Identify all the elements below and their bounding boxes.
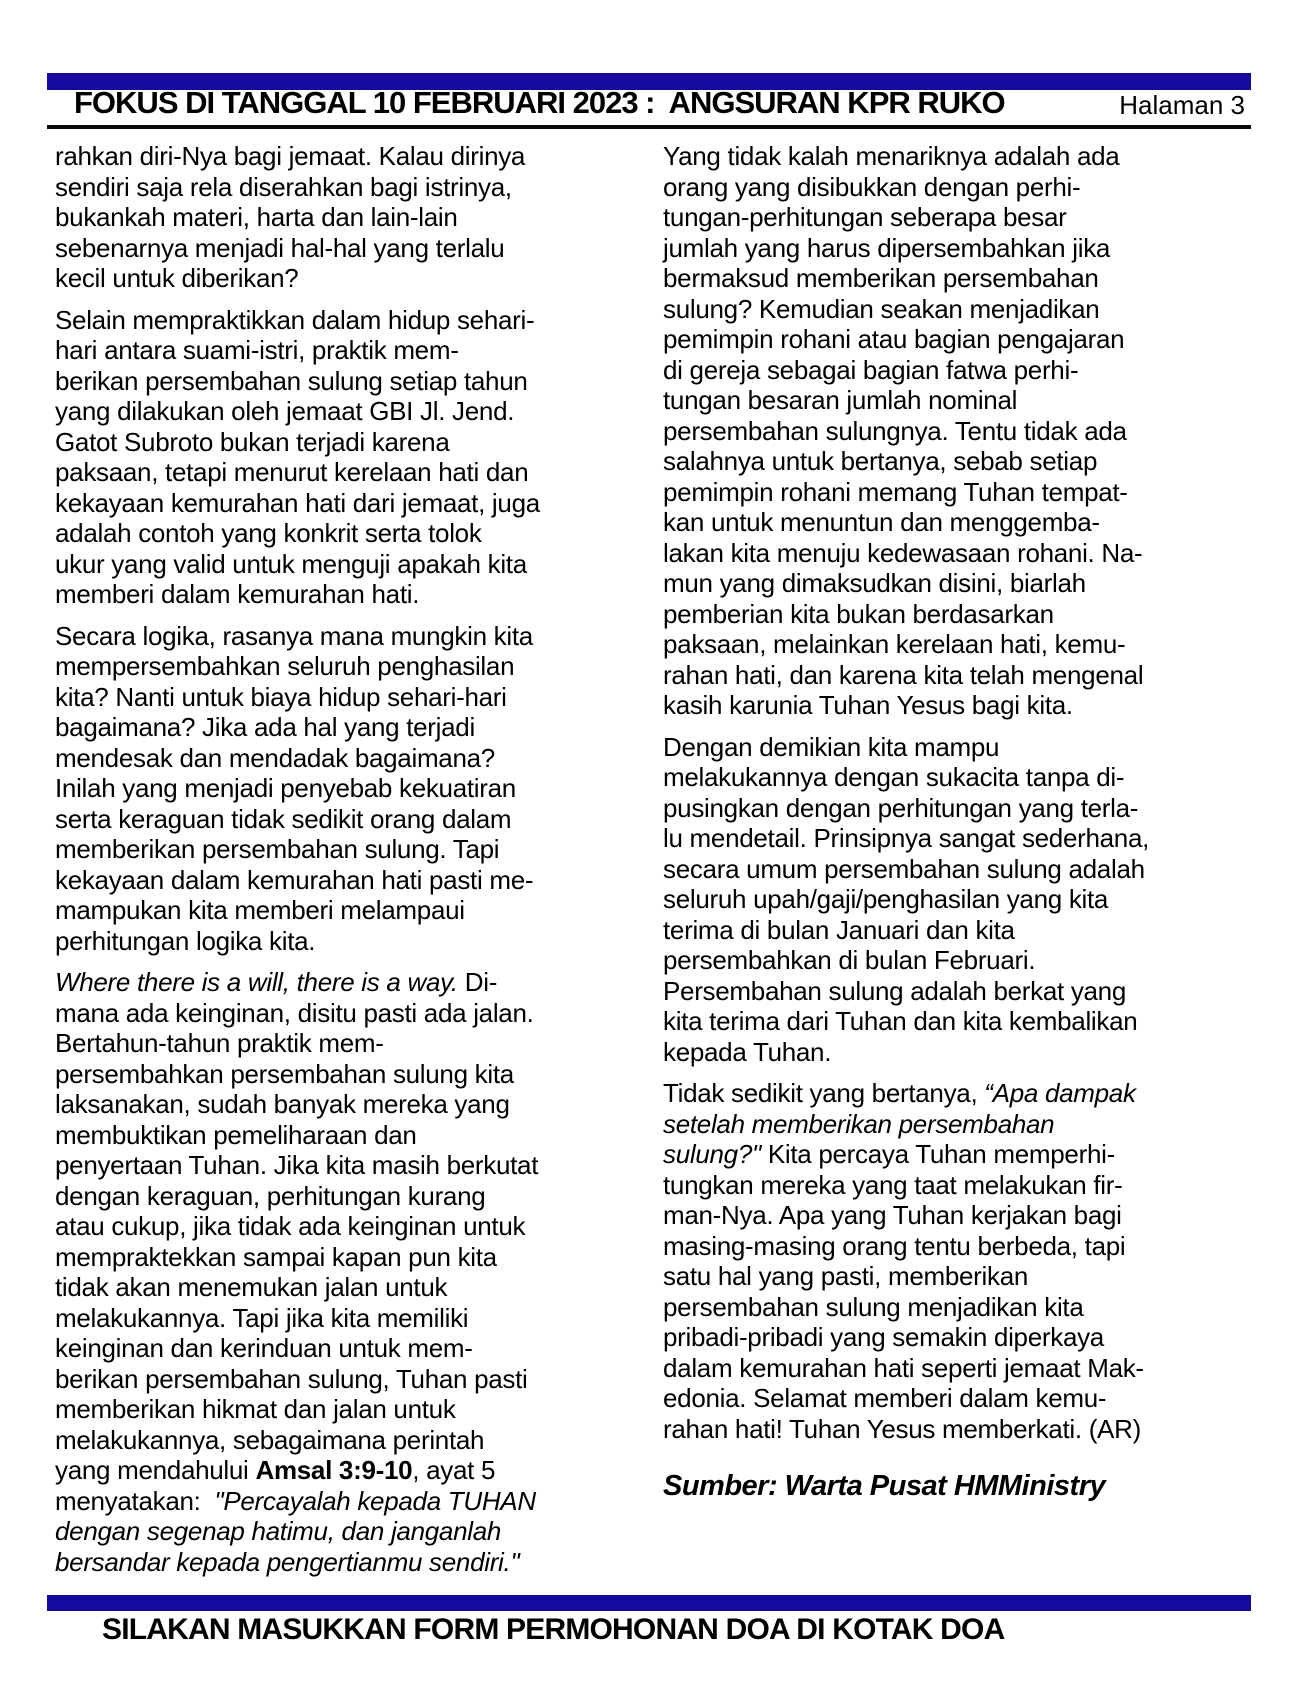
page-number-label: Halaman 3 xyxy=(1119,90,1245,120)
text-line: lakan kita menuju kedewasaan rohani. Na- xyxy=(663,537,1143,568)
text-line: pemimpin rohani memang Tuhan tempat- xyxy=(663,476,1128,507)
text-line: Sumber: Warta Pusat HMMinistry xyxy=(663,1470,1106,1502)
text-line: orang yang disibukkan dengan perhi- xyxy=(663,171,1081,202)
text-line: memberikan hikmat dan jalan untuk xyxy=(55,1394,456,1424)
text-line: persembahan sulungnya. Tentu tidak ada xyxy=(663,415,1127,446)
text-line: mun yang dimaksudkan disini, biarlah xyxy=(663,568,1086,598)
text-line: di gereja sebagai bagian fatwa perhi- xyxy=(663,354,1079,385)
footer-accent-bar xyxy=(47,1595,1251,1611)
text-line: kan untuk menuntun dan menggemba- xyxy=(663,507,1100,537)
text-line: pusingkan dengan perhitungan yang terla- xyxy=(663,792,1139,823)
text-line: membuktikan pemeliharaan dan xyxy=(55,1119,417,1150)
text-line: laksanakan, sudah banyak mereka yang xyxy=(55,1089,510,1119)
text-line: keinginan dan kerinduan untuk mem- xyxy=(55,1333,473,1363)
paragraph xyxy=(55,621,644,957)
text-line: persembahan sulung menjadikan kita xyxy=(663,1291,1084,1322)
text-line: bagaimana? Jika ada hal yang terjadi xyxy=(55,712,475,742)
paragraph xyxy=(55,967,644,1577)
text-line: sulung?" Kita percaya Tuhan memperhi- xyxy=(663,1139,1115,1169)
text-line: kecil untuk diberikan? xyxy=(55,263,299,293)
text-line: bermaksud memberikan persembahan xyxy=(663,263,1099,293)
text-line: mempersembahkan seluruh penghasilan xyxy=(55,651,515,681)
source-credit xyxy=(663,1471,1252,1502)
text-line: dalam kemurahan hati seperti jemaat Mak- xyxy=(663,1352,1144,1383)
text-line: Bertahun-tahun praktik mem- xyxy=(55,1028,384,1058)
paragraph xyxy=(663,1078,1252,1444)
text-line: kita? Nanti untuk biaya hidup sehari-hari xyxy=(55,681,507,712)
text-line: tungkan mereka yang taat melakukan fir- xyxy=(663,1169,1123,1200)
text-line: Yang tidak kalah menariknya adalah ada xyxy=(663,141,1120,171)
text-line: memberi dalam kemurahan hati. xyxy=(55,579,420,609)
text-line: hari antara suami-istri, praktik mem- xyxy=(55,335,459,365)
text-line: satu hal yang pasti, memberikan xyxy=(663,1261,1029,1291)
text-line: melakukannya, sebagaimana perintah xyxy=(55,1424,485,1455)
text-line: tidak akan menemukan jalan untuk xyxy=(55,1272,448,1302)
text-line: terima di bulan Januari dan kita xyxy=(663,914,1015,945)
text-line: kita terima dari Tuhan dan kita kembalikan xyxy=(663,1006,1138,1036)
article-column-left xyxy=(55,141,644,1588)
text-line: Persembahan sulung adalah berkat yang xyxy=(663,975,1127,1006)
text-line: mendesak dan mendadak bagaimana? xyxy=(55,742,495,773)
paragraph xyxy=(663,141,1252,721)
text-line: rahan hati! Tuhan Yesus memberkati. (AR) xyxy=(663,1413,1141,1444)
text-line: bukankah materi, harta dan lain-lain xyxy=(55,202,458,232)
text-line: melakukannya dengan sukacita tanpa di- xyxy=(663,762,1125,792)
text-line: mana ada keinginan, disitu pasti ada jalan. xyxy=(55,997,534,1028)
text-line: Inilah yang menjadi penyebab kekuatiran xyxy=(55,773,516,803)
text-line: kekayaan dalam kemurahan hati pasti me- xyxy=(55,864,534,895)
text-line: kepada Tuhan. xyxy=(663,1036,832,1067)
text-line: pribadi-pribadi yang semakin diperkaya xyxy=(663,1322,1104,1352)
text-line: bersandar kepada pengertianmu sendiri." xyxy=(55,1546,520,1577)
text-line: rahan hati, dan karena kita telah mengenal xyxy=(663,659,1144,690)
text-line: jumlah yang harus dipersembahkan jika xyxy=(663,232,1111,263)
text-line: sebenarnya menjadi hal-hal yang terlalu xyxy=(55,232,505,263)
text-line: melakukannya. Tapi jika kita memiliki xyxy=(55,1302,469,1333)
text-line: Where there is a will, there is a way. Di- xyxy=(55,967,498,997)
text-line: paksaan, tetapi menurut kerelaan hati dan xyxy=(55,457,529,487)
text-line: pemimpin rohani atau bagian pengajaran xyxy=(663,324,1125,354)
text-line: penyertaan Tuhan. Jika kita masih berkutat xyxy=(55,1150,539,1180)
paragraph xyxy=(55,141,644,294)
text-line: berikan persembahan sulung, Tuhan pasti xyxy=(55,1363,528,1394)
text-line: seluruh upah/gaji/penghasilan yang kita xyxy=(663,884,1109,914)
text-line: adalah contoh yang konkrit serta tolok xyxy=(55,518,482,548)
article-body xyxy=(55,141,1252,1588)
text-line: man-Nya. Apa yang Tuhan kerjakan bagi xyxy=(663,1200,1122,1230)
text-line: Secara logika, rasanya mana mungkin kita xyxy=(55,620,533,651)
text-line: lu mendetail. Prinsipnya sangat sederhana, xyxy=(663,823,1150,853)
text-line: serta keraguan tidak sedikit orang dalam xyxy=(55,803,512,834)
text-line: dengan keraguan, perhitungan kurang xyxy=(55,1180,486,1211)
text-line: masing-masing orang tentu berbeda, tapi xyxy=(663,1230,1126,1261)
text-line: Tidak sedikit yang bertanya, “Apa dampak xyxy=(663,1078,1136,1108)
page-title: FOKUS DI TANGGAL 10 FEBRUARI 2023 : ANGSURAN KPR RUKO xyxy=(74,85,1005,120)
paragraph xyxy=(55,305,644,610)
text-line: perhitungan logika kita. xyxy=(55,925,316,956)
text-line: tungan besaran jumlah nominal xyxy=(663,385,1018,415)
text-line: sendiri saja rela diserahkan bagi istrinya, xyxy=(55,171,512,202)
paragraph xyxy=(663,732,1252,1068)
text-line: mampukan kita memberi melampaui xyxy=(55,895,465,925)
text-line: ukur yang valid untuk menguji apakah kita xyxy=(55,548,527,579)
text-line: pemberian kita bukan berdasarkan xyxy=(663,598,1054,629)
text-line: persembahkan persembahan sulung kita xyxy=(55,1058,514,1089)
text-line: paksaan, melainkan kerelaan hati, kemu- xyxy=(663,629,1126,659)
text-line: kasih karunia Tuhan Yesus bagi kita. xyxy=(663,690,1073,720)
text-line: yang mendahului Amsal 3:9-10, ayat 5 xyxy=(55,1455,496,1485)
page-header xyxy=(47,85,1251,129)
text-line: rahkan diri-Nya bagi jemaat. Kalau dirinya xyxy=(55,141,526,171)
text-line: sulung? Kemudian seakan menjadikan xyxy=(663,293,1100,324)
text-line: Gatot Subroto bukan terjadi karena xyxy=(55,426,450,457)
text-line: yang dilakukan oleh jemaat GBI Jl. Jend. xyxy=(55,396,515,426)
text-line: salahnya untuk bertanya, sebab setiap xyxy=(663,446,1098,476)
text-line: dengan segenap hatimu, dan janganlah xyxy=(55,1516,502,1546)
text-line: mempraktekkan sampai kapan pun kita xyxy=(55,1241,497,1272)
text-line: Selain mempraktikkan dalam hidup sehari- xyxy=(55,304,535,335)
text-line: berikan persembahan sulung setiap tahun xyxy=(55,365,528,396)
footer-notice: SILAKAN MASUKKAN FORM PERMOHONAN DOA DI KOTAK DOA xyxy=(102,1613,1005,1646)
text-line: persembahkan di bulan Februari. xyxy=(663,945,1036,975)
text-line: tungan-perhitungan seberapa besar xyxy=(663,202,1067,232)
text-line: secara umum persembahan sulung adalah xyxy=(663,853,1145,884)
article-column-right xyxy=(663,141,1252,1588)
text-line: menyatakan: "Percayalah kepada TUHAN xyxy=(55,1485,536,1516)
text-line: setelah memberikan persembahan xyxy=(663,1108,1055,1139)
text-line: kekayaan kemurahan hati dari jemaat, juga xyxy=(55,487,540,518)
text-line: memberikan persembahan sulung. Tapi xyxy=(55,834,500,864)
text-line: Dengan demikian kita mampu xyxy=(663,731,1000,762)
text-line: atau cukup, jika tidak ada keinginan untuk xyxy=(55,1211,526,1241)
text-line: edonia. Selamat memberi dalam kemu- xyxy=(663,1383,1107,1413)
